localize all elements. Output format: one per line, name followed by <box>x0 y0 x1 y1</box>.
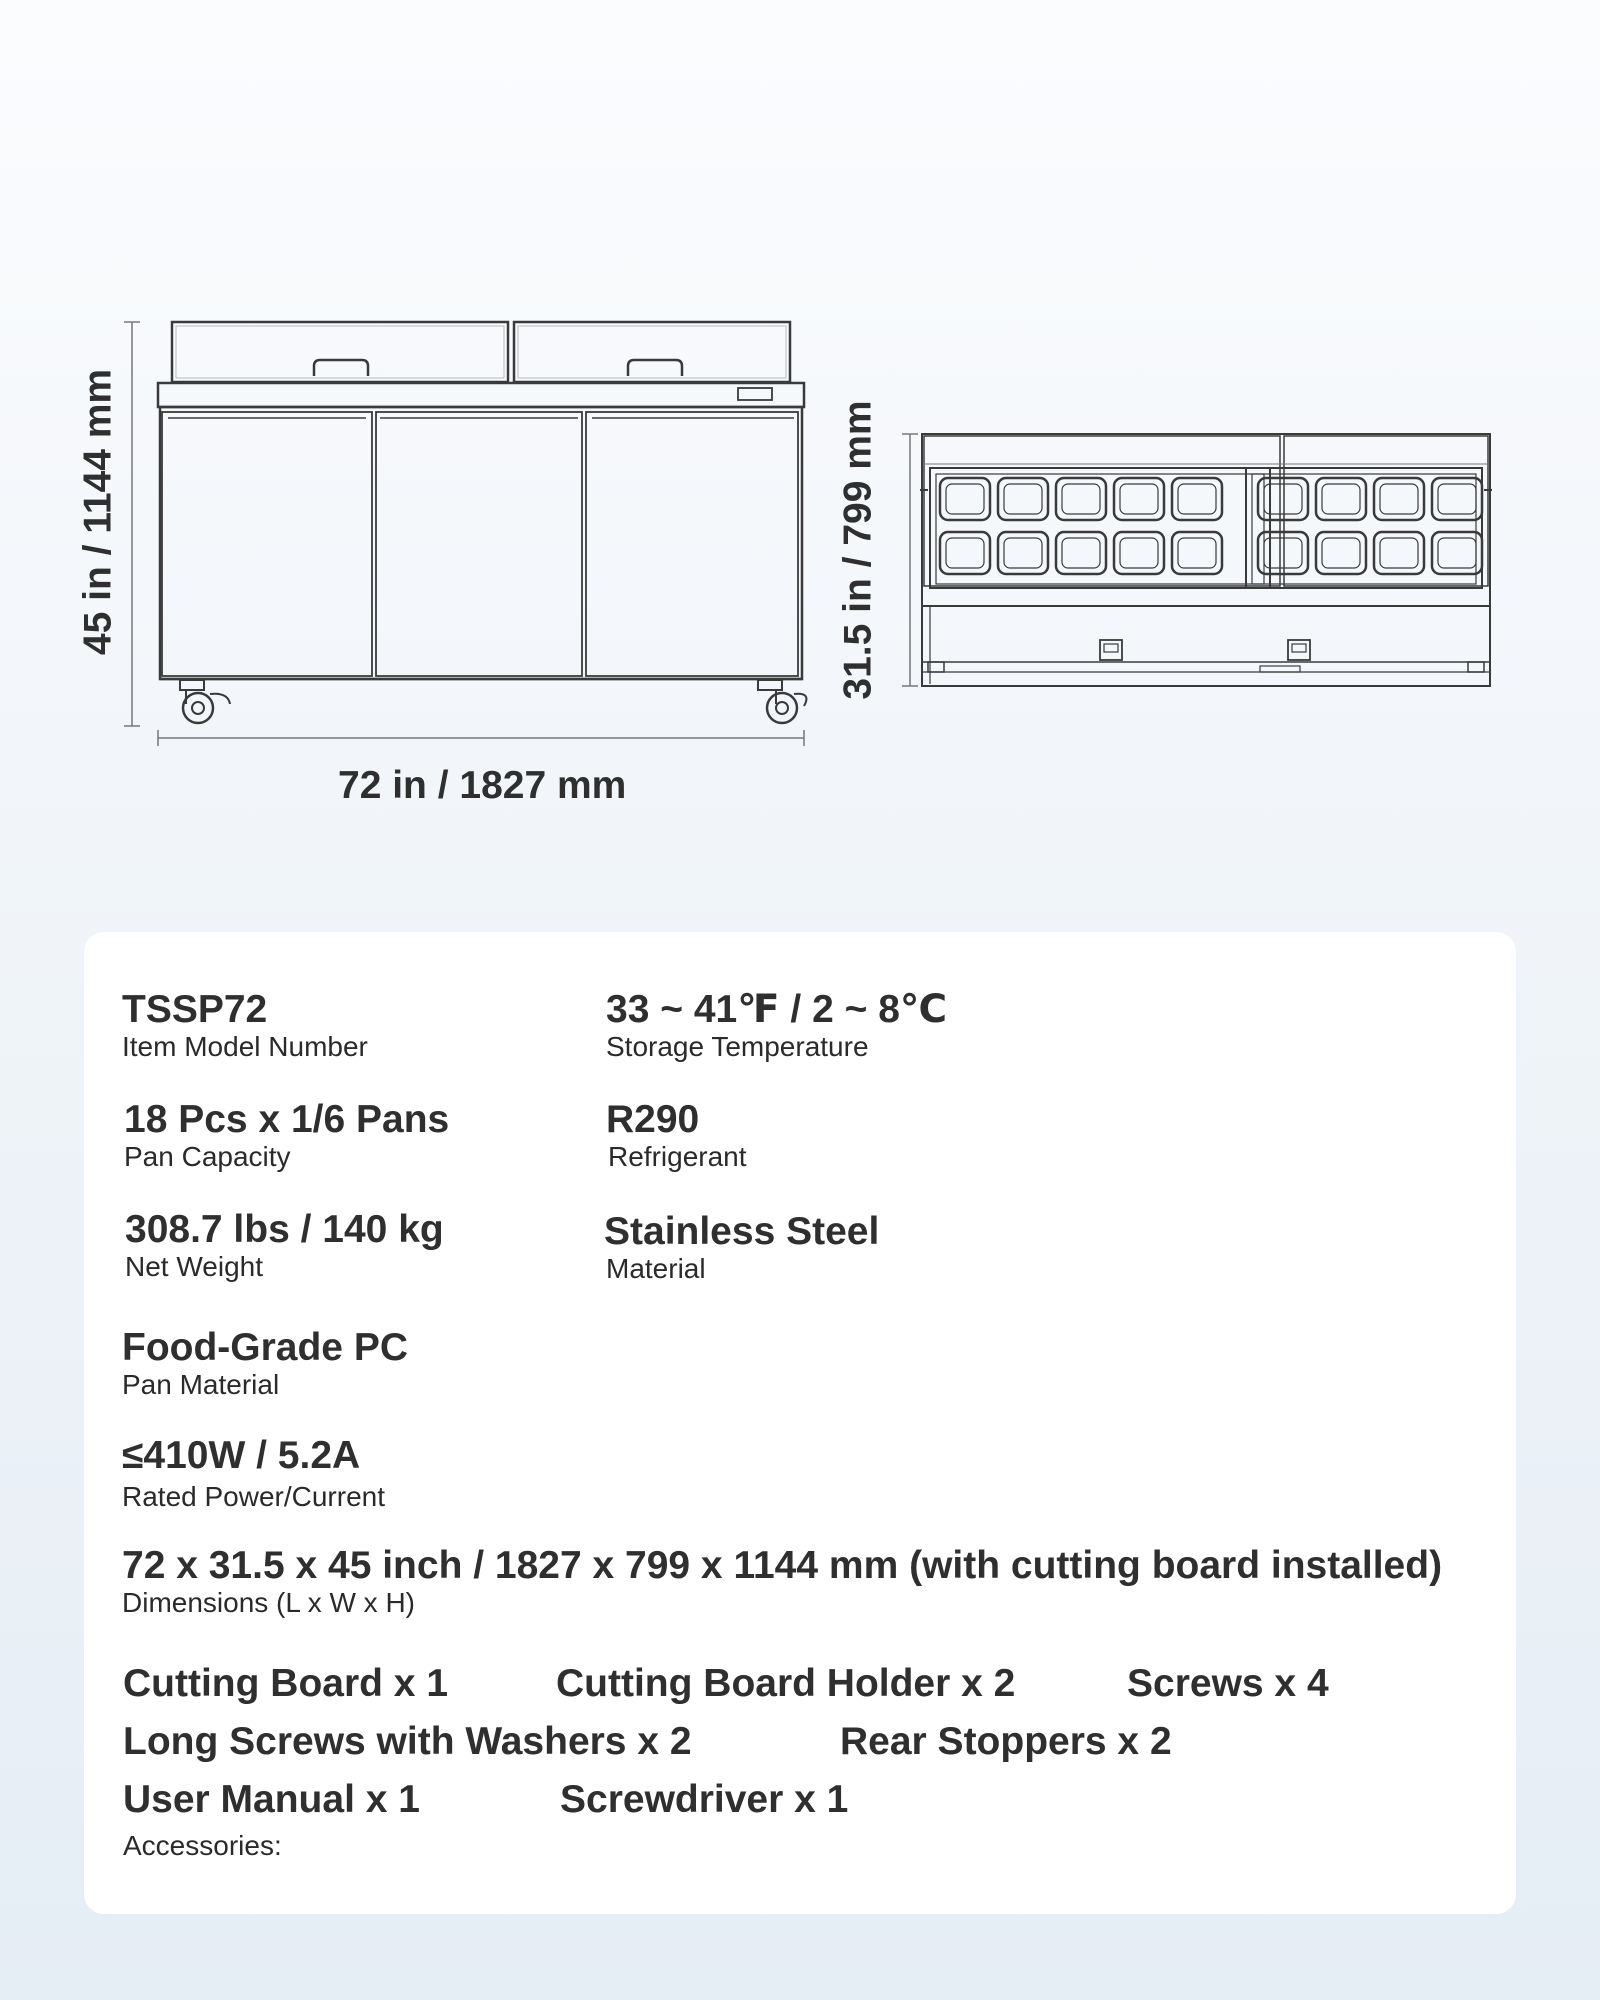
spec-net-weight <box>125 1210 444 1283</box>
pan-well-inner <box>1322 484 1360 514</box>
accessory-item: Cutting Board Holder x 2 <box>556 1662 1016 1705</box>
pan-well-inner <box>1178 484 1216 514</box>
top-view-diagram <box>880 400 1520 720</box>
spec-value: ≤410W / 5.2A <box>122 1434 361 1477</box>
pan-well-inner <box>1062 538 1100 568</box>
spec-label: Net Weight <box>125 1250 263 1282</box>
pan-well-inner <box>1178 538 1216 568</box>
spec-label: Pan Capacity <box>124 1140 291 1172</box>
pan-well-inner <box>1380 484 1418 514</box>
width-dimension-label: 72 in / 1827 mm <box>338 764 627 807</box>
pan-well-inner <box>1004 538 1042 568</box>
spec-refrigerant <box>606 1100 747 1173</box>
pan-well-inner <box>1322 538 1360 568</box>
spec-card <box>84 932 1516 1914</box>
pan-well-inner <box>1062 484 1100 514</box>
pan-well-inner <box>1438 484 1476 514</box>
accessory-item: User Manual x 1 <box>123 1778 420 1821</box>
spec-model <box>122 990 368 1063</box>
pan-well-inner <box>1004 484 1042 514</box>
spec-value: 33 ~ 41℉ / 2 ~ 8℃ <box>606 988 948 1031</box>
accessory-item: Long Screws with Washers x 2 <box>123 1720 692 1763</box>
depth-dimension-label: 31.5 in / 799 mm <box>836 400 880 700</box>
pan-well-inner <box>1380 538 1418 568</box>
front-view-diagram <box>0 0 820 760</box>
spec-value: Stainless Steel <box>604 1210 880 1253</box>
spec-temperature <box>606 990 947 1063</box>
spec-value: TSSP72 <box>122 988 268 1031</box>
spec-label: Refrigerant <box>608 1140 747 1172</box>
pan-well-inner <box>946 484 984 514</box>
spec-label: Storage Temperature <box>606 1030 869 1062</box>
accessories-label-wrap <box>123 1830 282 1862</box>
spec-pan-material <box>122 1328 408 1401</box>
spec-label: Pan Material <box>122 1368 280 1400</box>
spec-label: Material <box>606 1252 706 1284</box>
accessories-label: Accessories: <box>123 1830 282 1861</box>
spec-power <box>122 1436 385 1513</box>
spec-value: 18 Pcs x 1/6 Pans <box>124 1098 450 1141</box>
spec-material <box>604 1212 879 1285</box>
pan-well-inner <box>1120 484 1158 514</box>
spec-dimensions <box>122 1546 1442 1619</box>
accessory-item: Rear Stoppers x 2 <box>840 1720 1172 1763</box>
pan-well-inner <box>946 538 984 568</box>
pan-well-inner <box>1120 538 1158 568</box>
accessory-item: Cutting Board x 1 <box>123 1662 449 1705</box>
spec-label: Rated Power/Current <box>122 1480 386 1512</box>
accessory-item: Screwdriver x 1 <box>560 1778 849 1821</box>
spec-value: R290 <box>606 1098 700 1141</box>
spec-pan-capacity <box>124 1100 449 1173</box>
spec-value: Food-Grade PC <box>122 1326 409 1369</box>
spec-label: Item Model Number <box>122 1030 368 1062</box>
pan-well-inner <box>1438 538 1476 568</box>
spec-value: 308.7 lbs / 140 kg <box>125 1208 444 1251</box>
accessory-item: Screws x 4 <box>1127 1662 1329 1705</box>
spec-label: Dimensions (L x W x H) <box>122 1586 416 1618</box>
height-dimension-label: 45 in / 1144 mm <box>76 368 120 656</box>
spec-value: 72 x 31.5 x 45 inch / 1827 x 799 x 1144 mm (with cutting board installed) <box>122 1544 1443 1587</box>
